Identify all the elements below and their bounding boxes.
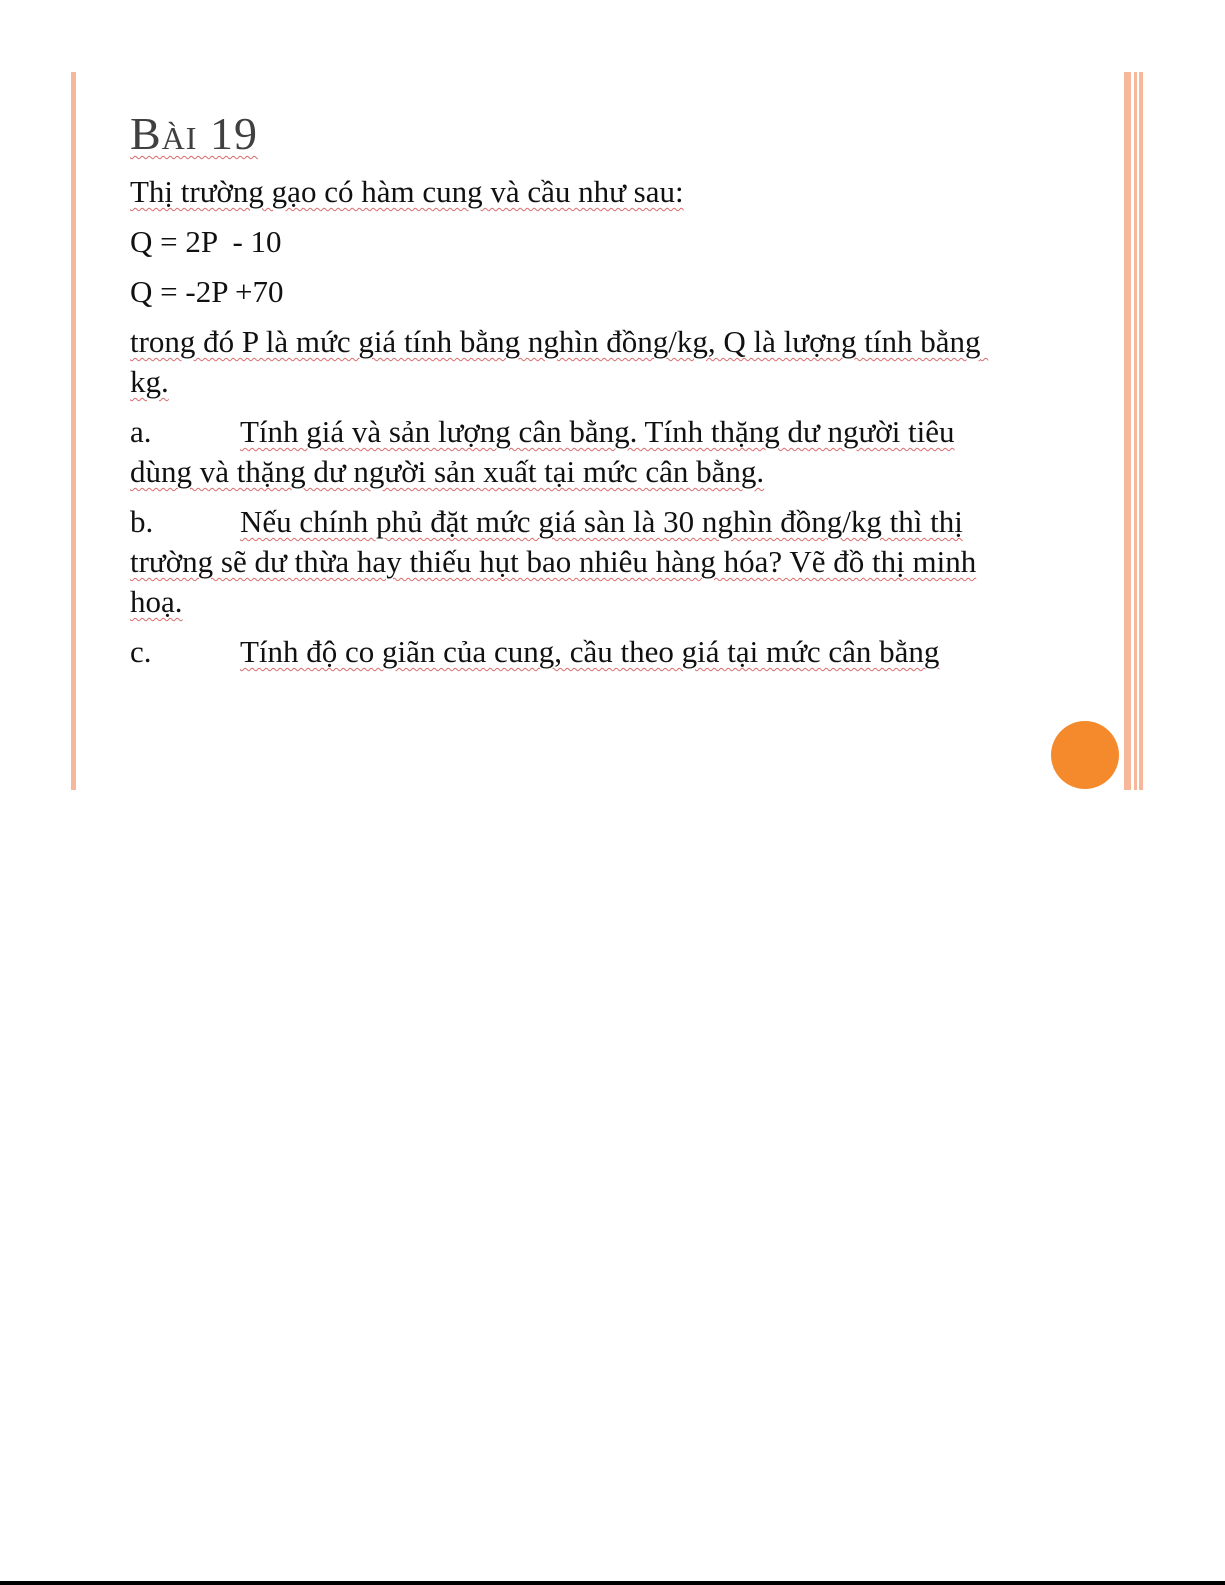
slide	[0, 0, 1225, 790]
item-marker: a.	[130, 414, 152, 449]
intro-text-content: Thị trường gạo có hàm cung và cầu như sau:	[130, 174, 684, 209]
right-accent-bar	[1124, 72, 1131, 790]
item-marker: b.	[130, 504, 154, 539]
left-accent-bar	[71, 72, 76, 790]
question-item-a	[130, 412, 1020, 492]
slide-title: Bài 19	[130, 108, 258, 159]
question-item-b	[130, 502, 1020, 622]
item-text: Tính giá và sản lượng cân bằng. Tính thặng dư người tiêu dùng và thặng dư người sản xuất tại mức cân bằng.	[130, 414, 955, 489]
page-bottom-rule	[0, 1581, 1225, 1585]
variable-definition-content: trong đó P là mức giá tính bằng nghìn đồng/kg, Q là lượng tính bằng kg.	[130, 324, 989, 399]
question-item-c	[130, 632, 1020, 672]
intro-text	[130, 172, 1020, 212]
right-accent-bar	[1134, 72, 1137, 790]
supply-equation: Q = 2P - 10	[130, 224, 282, 259]
slide-content	[130, 108, 1020, 682]
item-marker: c.	[130, 634, 152, 669]
accent-circle	[1051, 721, 1119, 789]
item-text: Tính độ co giãn của cung, cầu theo giá tại mức cân bằng	[240, 634, 940, 669]
right-accent-bar	[1139, 72, 1143, 790]
item-text: Nếu chính phủ đặt mức giá sàn là 30 nghìn đồng/kg thì thị trường sẽ dư thừa hay thiếu hụt bao nhiêu hàng hóa? Vẽ đồ thị minh hoạ.	[130, 504, 977, 619]
variable-definition	[130, 322, 1020, 402]
demand-equation: Q = -2P +70	[130, 274, 284, 309]
